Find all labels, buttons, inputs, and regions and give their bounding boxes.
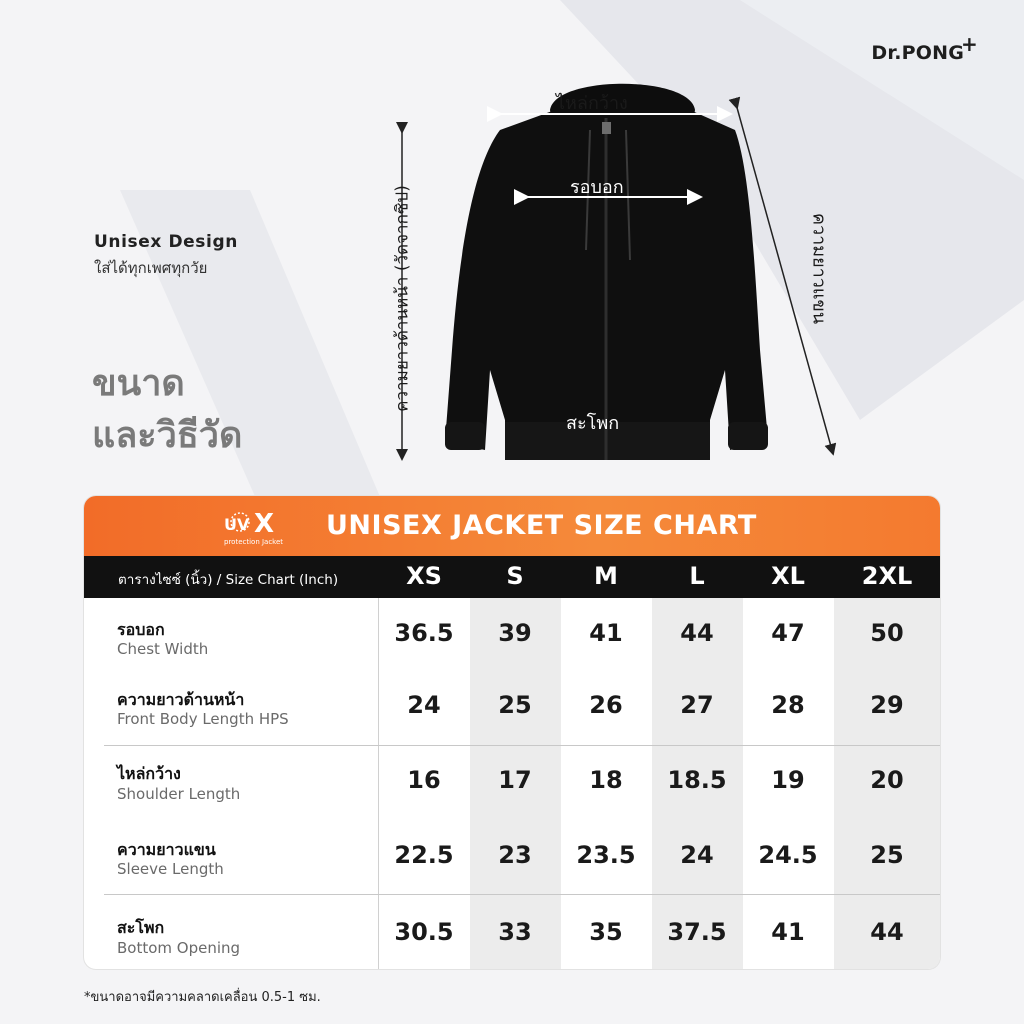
- label-hip: สะโพก: [566, 413, 620, 434]
- cell-value: 29: [870, 691, 904, 719]
- cell-value: 44: [680, 619, 714, 647]
- row-label-en: Sleeve Length: [117, 860, 224, 878]
- unisex-subtitle: ใส่ได้ทุกเพศทุกวัย: [94, 259, 208, 277]
- size-xl: XL: [771, 562, 805, 590]
- cell-value: 24.5: [758, 841, 818, 869]
- size-m: M: [594, 562, 618, 590]
- measurement-arrows: [390, 70, 850, 480]
- cell-value: 16: [407, 766, 441, 794]
- cell-value: 50: [870, 619, 904, 647]
- label-shoulder: ไหล่กว้าง: [556, 93, 628, 114]
- cell-value: 27: [680, 691, 714, 719]
- cell-value: 25: [498, 691, 532, 719]
- cell-value: 18: [589, 766, 623, 794]
- cell-value: 35: [589, 918, 623, 946]
- jacket-illustration: [390, 70, 850, 480]
- uvx-logo-icon: [218, 504, 298, 548]
- svg-text:X: X: [254, 509, 275, 539]
- row-divider: [104, 745, 940, 746]
- cell-value: 23: [498, 841, 532, 869]
- row-label-en: Front Body Length HPS: [117, 710, 289, 728]
- cell-value: 47: [771, 619, 805, 647]
- cell-value: 20: [870, 766, 904, 794]
- size-l: L: [689, 562, 705, 590]
- row-label-th: ความยาวด้านหน้า: [117, 690, 245, 709]
- label-sleeve: ความยาวแขน: [808, 212, 830, 325]
- row-label-th: สะโพก: [117, 918, 165, 937]
- chart-header: [84, 496, 940, 556]
- cell-value: 17: [498, 766, 532, 794]
- row-divider: [104, 894, 940, 895]
- chart-title: UNISEX JACKET SIZE CHART: [326, 510, 757, 541]
- row-label-en: Shoulder Length: [117, 785, 241, 803]
- cell-value: 36.5: [394, 619, 454, 647]
- measure-title: ขนาด และวิธีวัด: [92, 363, 243, 456]
- cell-value: 37.5: [667, 918, 727, 946]
- cell-value: 22.5: [394, 841, 454, 869]
- cell-value: 41: [589, 619, 623, 647]
- cell-value: 28: [771, 691, 805, 719]
- cell-value: 18.5: [667, 766, 727, 794]
- cell-value: 44: [870, 918, 904, 946]
- row-label-en: Chest Width: [117, 640, 209, 658]
- row-label-th: รอบอก: [117, 620, 165, 639]
- row-label-th: ไหล่กว้าง: [117, 764, 181, 783]
- row-label-th: ความยาวแขน: [117, 840, 216, 859]
- cell-value: 30.5: [394, 918, 454, 946]
- cell-value: 41: [771, 918, 805, 946]
- svg-text:UV: UV: [224, 515, 250, 534]
- cell-value: 26: [589, 691, 623, 719]
- footnote: *ขนาดอาจมีความคลาดเคลื่อน 0.5-1 ซม.: [84, 990, 321, 1005]
- size-2xl: 2XL: [861, 562, 913, 590]
- size-chart: [84, 496, 940, 969]
- cell-value: 25: [870, 841, 904, 869]
- cell-value: 33: [498, 918, 532, 946]
- cell-value: 24: [680, 841, 714, 869]
- label-chest: รอบอก: [570, 177, 624, 198]
- label-front-length: ความยาวด้านหน้า (วัดจากซิป): [392, 185, 413, 412]
- size-s: S: [506, 562, 524, 590]
- cell-value: 24: [407, 691, 441, 719]
- brand-logo: Dr.PONG +: [871, 32, 978, 64]
- unisex-title: Unisex Design: [94, 232, 238, 252]
- cell-value: 39: [498, 619, 532, 647]
- size-xs: XS: [406, 562, 442, 590]
- size-chart-caption: ตารางไซซ์ (นิ้ว) / Size Chart (Inch): [118, 572, 339, 588]
- svg-text:protection Jacket: protection Jacket: [224, 538, 284, 546]
- cell-value: 23.5: [576, 841, 636, 869]
- size-header-row: [84, 556, 940, 598]
- row-label-en: Bottom Opening: [117, 939, 241, 957]
- cell-value: 19: [771, 766, 805, 794]
